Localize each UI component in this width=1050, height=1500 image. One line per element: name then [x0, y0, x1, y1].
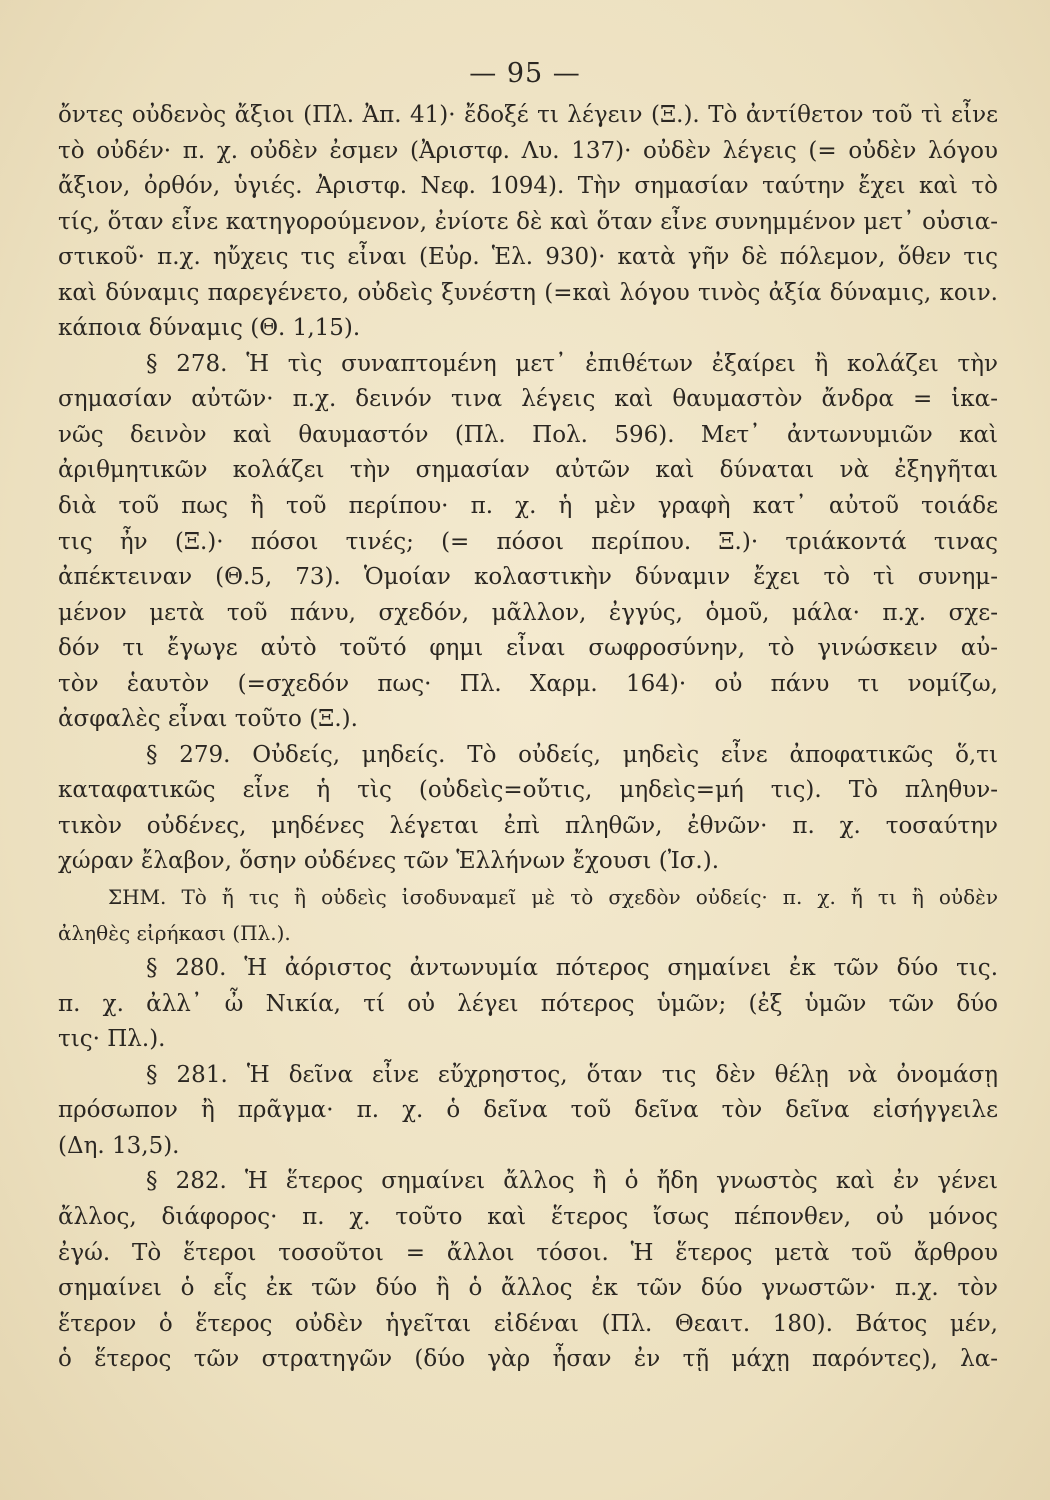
section-279-heading-line: § 279. Οὐδείς, μηδείς. Τὸ οὐδείς, μηδεὶς εἶνε ἀποφατικῶς ὅ,τι: [146, 741, 998, 768]
text-line: διὰ τοῦ πως ἢ τοῦ περίπου· π. χ. ἡ μὲν γραφὴ κατ᾽ αὐτοῦ τοιάδε: [58, 493, 998, 520]
text-line: ἄλλος, διάφορος· π. χ. τοῦτο καὶ ἕτερος ἴσως πέπονθεν, οὐ μόνος: [58, 1203, 998, 1230]
note-line: ἀληθὲς εἰρήκασι (Πλ.).: [58, 920, 291, 945]
section-282-heading-line: § 282. Ἡ ἕτερος σημαίνει ἄλλος ἢ ὁ ἤδη γνωστὸς καὶ ἐν γένει: [146, 1168, 998, 1195]
text-line: ὄντες οὐδενὸς ἄξιοι (Πλ. Ἀπ. 41)· ἔδοξέ τι λέγειν (Ξ.). Τὸ ἀντίθετον τοῦ τὶ εἶνε: [58, 102, 998, 128]
text-line: μένον μετὰ τοῦ πάνυ, σχεδόν, μᾶλλον, ἐγγύς, ὁμοῦ, μάλα· π.χ. σχε-: [58, 599, 998, 626]
text-line: καταφατικῶς εἶνε ἡ τὶς (οὐδεὶς=οὔτις, μηδεὶς=μή τις). Τὸ πληθυν-: [58, 777, 998, 804]
text-line: πρόσωπον ἢ πρᾶγμα· π. χ. ὁ δεῖνα τοῦ δεῖνα τὸν δεῖνα εἰσήγγειλε: [58, 1097, 998, 1124]
text-line: τις· Πλ.).: [58, 1026, 166, 1053]
text-line: τὸν ἑαυτὸν (=σχεδόν πως· Πλ. Χαρμ. 164)· οὐ πάνυ τι νομίζω,: [58, 670, 998, 697]
text-line: τίς, ὅταν εἶνε κατηγορούμενον, ἐνίοτε δὲ καὶ ὅταν εἶνε συνημμένον μετ᾽ οὐσια-: [58, 208, 998, 235]
page-number: — 95 —: [469, 58, 581, 89]
section-281-heading-line: § 281. Ἡ δεῖνα εἶνε εὔχρηστος, ὅταν τις δὲν θέλῃ νὰ ὀνομάσῃ: [146, 1061, 998, 1088]
text-line: ἀσφαλὲς εἶναι τοῦτο (Ξ.).: [58, 706, 358, 733]
text-line: κάποια δύναμις (Θ. 1,15).: [58, 315, 361, 342]
note-line: ΣΗΜ. Τὸ ἤ τις ἢ οὐδεὶς ἰσοδυναμεῖ μὲ τὸ σχεδὸν οὐδείς· π. χ. ἤ τι ἢ οὐδὲν: [108, 885, 998, 910]
text-line: ὁ ἕτερος τῶν στρατηγῶν (δύο γὰρ ἦσαν ἐν τῇ μάχῃ παρόντες), λα-: [58, 1346, 998, 1373]
text-line: χώραν ἔλαβον, ὅσην οὐδένες τῶν Ἑλλήνων ἔχουσι (Ἰσ.).: [58, 848, 720, 875]
text-line: ἐγώ. Τὸ ἕτεροι τοσοῦτοι = ἄλλοι τόσοι. Ἡ ἕτερος μετὰ τοῦ ἄρθρου: [58, 1239, 998, 1266]
body-text: [58, 98, 998, 1378]
text-line: ἀπέκτειναν (Θ.5, 73). Ὁμοίαν κολαστικὴν δύναμιν ἔχει τὸ τὶ συνημ-: [58, 564, 998, 591]
text-line: σημασίαν αὐτῶν· π.χ. δεινόν τινα λέγεις καὶ θαυμαστὸν ἄνδρα = ἱκα-: [58, 386, 998, 413]
text-line: στικοῦ· π.χ. ηὔχεις τις εἶναι (Εὐρ. Ἑλ. 930)· κατὰ γῆν δὲ πόλεμον, ὅθεν τις: [58, 244, 998, 271]
text-line: νῶς δεινὸν καὶ θαυμαστόν (Πλ. Πολ. 596). Μετ᾽ ἀντωνυμιῶν καὶ: [58, 421, 998, 448]
text-line: τικὸν οὐδένες, μηδένες λέγεται ἐπὶ πληθῶν, ἐθνῶν· π. χ. τοσαύτην: [58, 812, 998, 839]
text-line: δόν τι ἔγωγε αὐτὸ τοῦτό φημι εἶναι σωφροσύνην, τὸ γινώσκειν αὐ-: [58, 635, 998, 662]
text-line: π. χ. ἀλλ᾽ ὦ Νικία, τί οὐ λέγει πότερος ὑμῶν; (ἐξ ὑμῶν τῶν δύο: [58, 990, 998, 1017]
text-line: τις ἦν (Ξ.)· πόσοι τινές; (= πόσοι περίπου. Ξ.)· τριάκοντά τινας: [58, 528, 998, 555]
text-line: τὸ οὐδέν· π. χ. οὐδὲν ἐσμεν (Ἀριστφ. Λυ. 137)· οὐδὲν λέγεις (= οὐδὲν λόγου: [58, 137, 998, 164]
text-line: καὶ δύναμις παρεγένετο, οὐδεὶς ξυνέστη (=καὶ λόγου τινὸς ἀξία δύναμις, κοιν.: [58, 279, 998, 306]
text-line: σημαίνει ὁ εἷς ἐκ τῶν δύο ἢ ὁ ἄλλος ἐκ τῶν δύο γνωστῶν· π.χ. τὸν: [58, 1275, 998, 1302]
section-280-heading-line: § 280. Ἡ ἀόριστος ἀντωνυμία πότερος σημαίνει ἐκ τῶν δύο τις.: [146, 955, 998, 982]
text-line: (Δη. 13,5).: [58, 1132, 180, 1159]
section-278-heading-line: § 278. Ἡ τὶς συναπτομένη μετ᾽ ἐπιθέτων ἐξαίρει ἢ κολάζει τὴν: [146, 350, 998, 377]
text-line: ἀριθμητικῶν κολάζει τὴν σημασίαν αὐτῶν καὶ δύναται νὰ ἐξηγῆται: [58, 457, 998, 484]
text-line: ἕτερον ὁ ἕτερος οὐδὲν ἡγεῖται εἰδέναι (Πλ. Θεαιτ. 180). Βάτος μέν,: [58, 1310, 998, 1337]
text-line: ἄξιον, ὀρθόν, ὑγιές. Ἀριστφ. Νεφ. 1094). Τὴν σημασίαν ταύτην ἔχει καὶ τὸ: [58, 173, 998, 200]
